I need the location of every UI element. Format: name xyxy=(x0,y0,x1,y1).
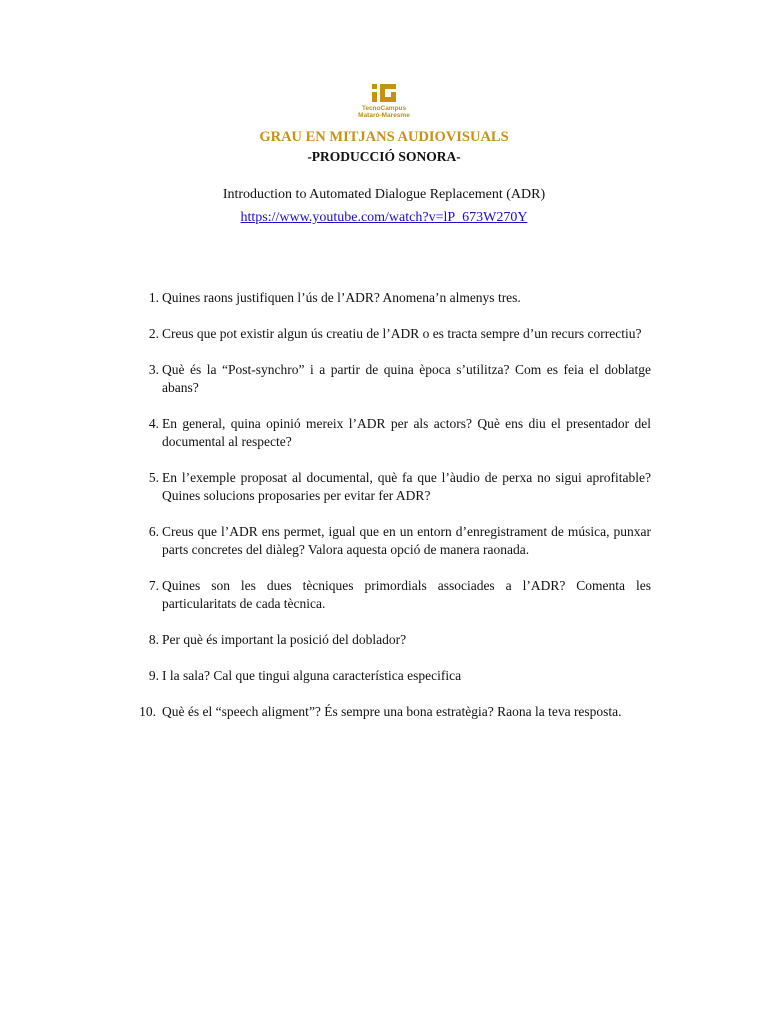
question-text: Què és la “Post-synchro” i a partir de quina època s’utilitza? Com es feia el doblatge abans? xyxy=(162,362,651,395)
question-item xyxy=(133,577,651,613)
question-item xyxy=(133,325,651,343)
question-text: Creus que l’ADR ens permet, igual que en un entorn d’enregistrament de música, punxar parts concretes del diàleg? Valora aquesta opció de manera raonada. xyxy=(162,524,651,557)
video-link[interactable]: https://www.youtube.com/watch?v=lP_673W270Y xyxy=(240,210,528,225)
logo-line-2: Mataró-Maresme xyxy=(358,112,410,119)
question-item xyxy=(133,631,651,649)
question-number: 6. xyxy=(148,524,159,539)
question-text: En l’exemple proposat al documental, què fa que l’àudio de perxa no sigui aprofitable? Quines solucions proposaries per evitar fer ADR? xyxy=(162,470,651,503)
question-number: 7. xyxy=(148,578,159,593)
video-title: Introduction to Automated Dialogue Replacement (ADR) xyxy=(222,187,546,202)
question-number: 1. xyxy=(148,290,159,305)
question-number: 3. xyxy=(148,362,159,377)
question-text: En general, quina opinió mereix l’ADR per als actors? Què ens diu el presentador del documental al respecte? xyxy=(162,416,651,449)
question-text: Quines son les dues tècniques primordials associades a l’ADR? Comenta les particularitats de cada tècnica. xyxy=(162,578,651,611)
question-item xyxy=(133,415,651,451)
question-number: 8. xyxy=(148,632,159,647)
question-item xyxy=(133,289,651,307)
subject-title: -PRODUCCIÓ SONORA- xyxy=(307,149,461,164)
video-link-line xyxy=(0,210,768,226)
question-number: 5. xyxy=(148,470,159,485)
question-text: Què és el “speech aligment”? És sempre una bona estratègia? Raona la teva resposta. xyxy=(162,704,622,719)
logo-text xyxy=(344,105,424,119)
question-item xyxy=(133,361,651,397)
question-text: Per què és important la posició del doblador? xyxy=(162,632,407,647)
logo-line-1: TecnoCampus xyxy=(361,105,407,112)
question-number: 4. xyxy=(148,416,159,431)
degree-title: GRAU EN MITJANS AUDIOVISUALS xyxy=(259,129,509,145)
question-text: Quines raons justifiquen l’ús de l’ADR? Anomena’n almenys tres. xyxy=(162,290,521,305)
question-item xyxy=(133,469,651,505)
question-list xyxy=(133,289,651,739)
tecnocampus-logo-icon xyxy=(372,84,396,102)
question-number: 9. xyxy=(148,668,159,683)
question-text: Creus que pot existir algun ús creatiu de l’ADR o es tracta sempre d’un recurs correctiu? xyxy=(162,326,642,341)
question-number: 2. xyxy=(148,326,159,341)
question-item xyxy=(133,523,651,559)
question-text: I la sala? Cal que tingui alguna característica especifica xyxy=(162,668,462,683)
question-number: 10. xyxy=(139,704,156,719)
question-item xyxy=(133,667,651,685)
question-item xyxy=(133,703,651,721)
tecnocampus-logo xyxy=(344,84,424,119)
